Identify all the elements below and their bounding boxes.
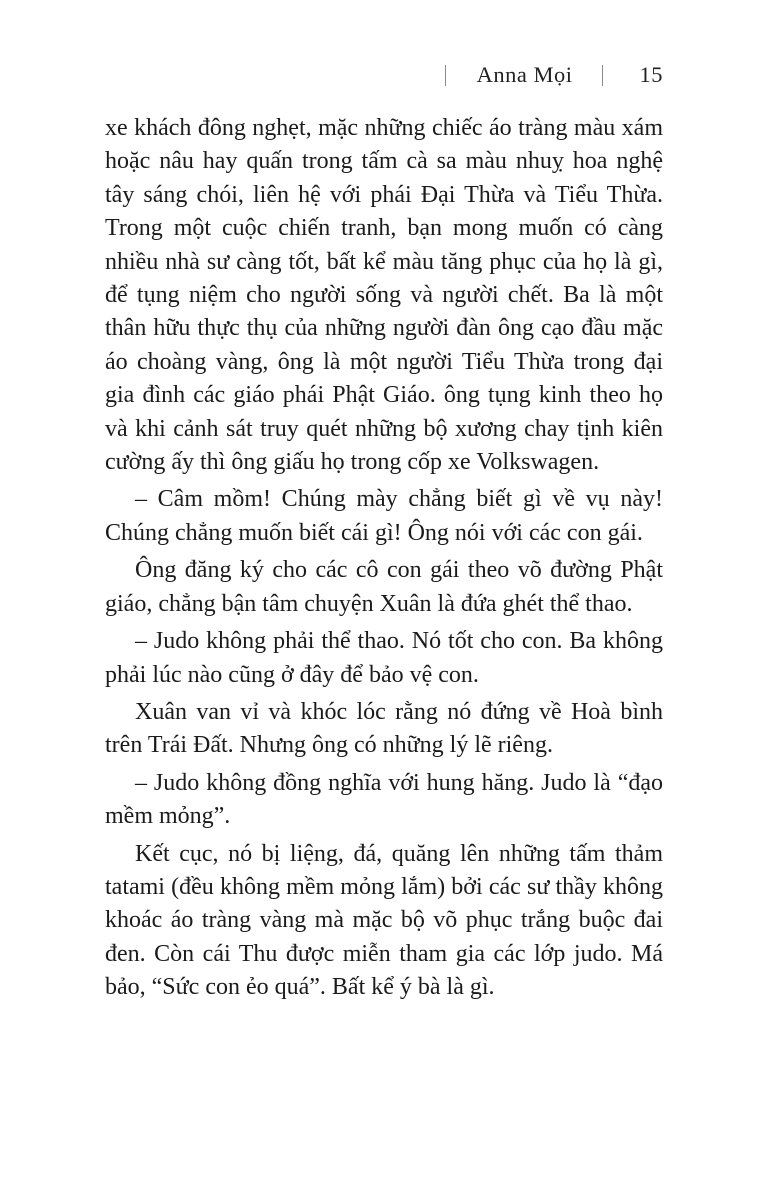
- body-text: [105, 112, 663, 1009]
- page-paragraph: – Judo không phải thể thao. Nó tốt cho con. Ba không phải lúc nào cũng ở đây để bảo vệ con.: [105, 628, 663, 688]
- page-number: 15: [639, 62, 663, 87]
- page-paragraph: Xuân van vỉ và khóc lóc rằng nó đứng về Hoà bình trên Trái Đất. Nhưng ông có những lý lẽ riêng.: [105, 698, 663, 759]
- author-name: Anna Mọi: [476, 62, 573, 87]
- page-paragraph: Kết cục, nó bị liệng, đá, quăng lên những tấm thảm tatami (đều không mềm mỏng lắm) bởi các sư thầy không khoác áo tràng vàng mà mặc bộ võ phục trắng buộc đai đen. Còn cái Thu được miễn tham gia các lớp judo. Má bảo, “Sức con ẻo quá”. Bất kể ý bà là gì.: [105, 840, 663, 1001]
- page-paragraph: – Câm mồm! Chúng mày chẳng biết gì về vụ này! Chúng chẳng muốn biết cái gì! Ông nói với các con gái.: [105, 486, 663, 546]
- header-divider-right: [602, 65, 603, 86]
- page-paragraph: Ông đăng ký cho các cô con gái theo võ đường Phật giáo, chẳng bận tâm chuyện Xuân là đứa ghét thể thao.: [105, 557, 663, 617]
- page-paragraph: xe khách đông nghẹt, mặc những chiếc áo tràng màu xám hoặc nâu hay quấn trong tấm cà sa màu nhuỵ hoa nghệ tây sáng chói, liên hệ với phái Đại Thừa và Tiểu Thừa. Trong một cuộc chiến tranh, bạn mong muốn có càng nhiều nhà sư càng tốt, bất kể màu tăng phục của họ là gì, để tụng niệm cho người sống và người chết. Ba là một thân hữu thực thụ của những người đàn ông cạo đầu mặc áo choàng vàng, ông là một người Tiểu Thừa trong đại gia đình các giáo phái Phật Giáo. ông tụng kinh theo họ và khi cảnh sát truy quét những bộ xương chay tịnh kiên cường ấy thì ông giấu họ trong cốp xe Volkswagen.: [105, 115, 663, 476]
- running-header: [445, 62, 663, 88]
- page-paragraph: – Judo không đồng nghĩa với hung hăng. Judo là “đạo mềm mỏng”.: [105, 769, 663, 830]
- header-divider-left: [445, 65, 446, 86]
